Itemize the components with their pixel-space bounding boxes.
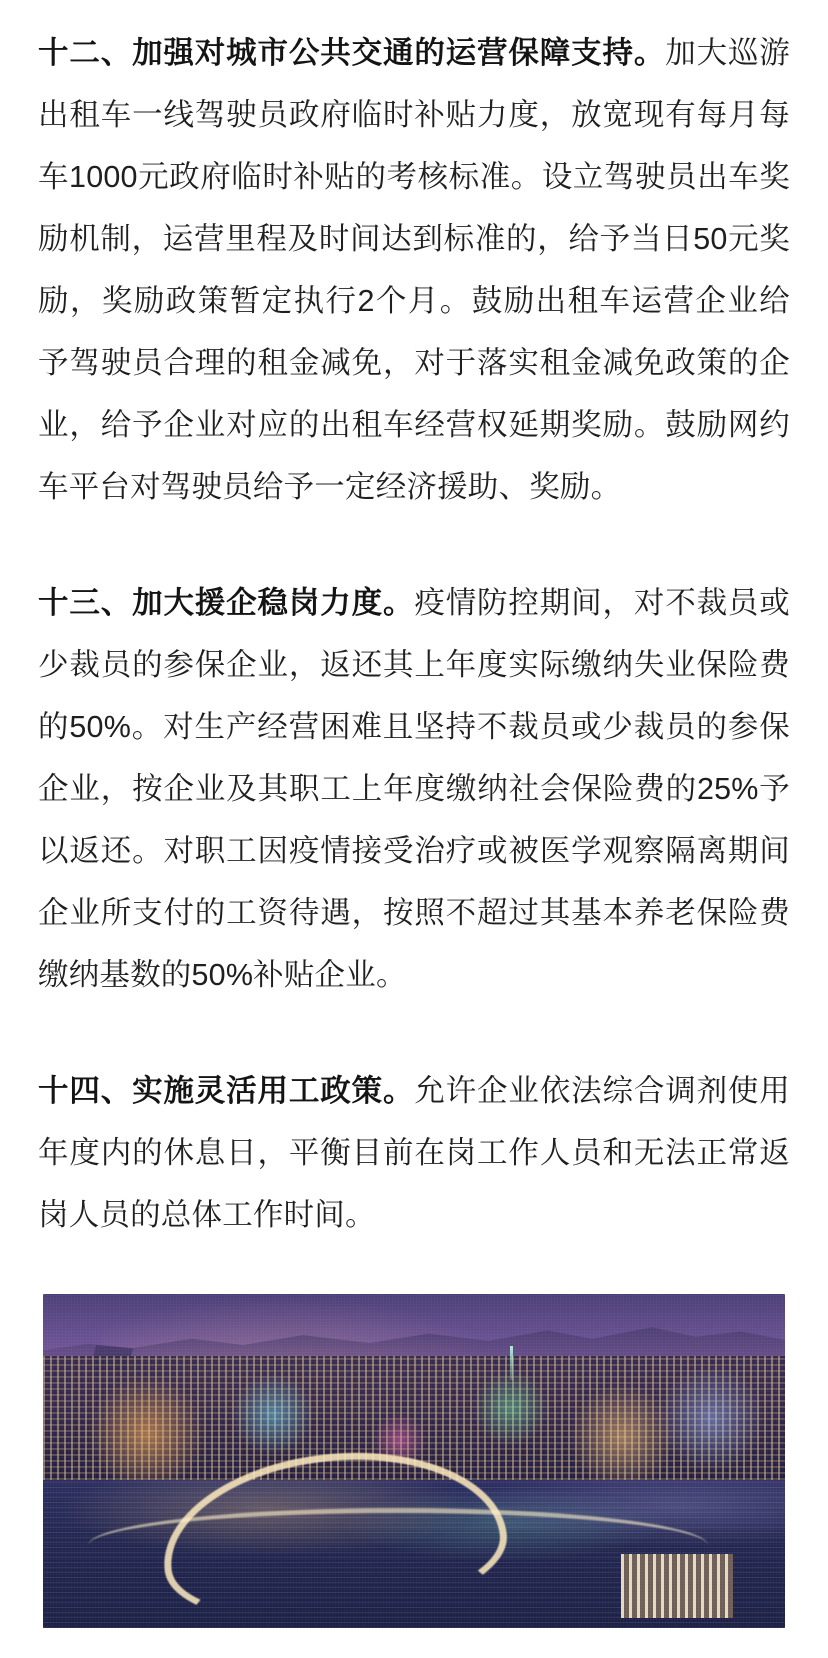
article-paragraph-13 xyxy=(38,572,790,1006)
paragraph-13-lead: 十三、加大援企稳岗力度。 xyxy=(38,586,415,620)
paragraph-13-body: 疫情防控期间，对不裁员或少裁员的参保企业，返还其上年度实际缴纳失业保险费的50%。对生产经营困难且坚持不裁员或少裁员的参保企业，按企业及其职工上年度缴纳社会保险费的25%予以返还。对职工因疫情接受治疗或被医学观察隔离期间企业所支付的工资待遇，按照不超过其基本养老保险费缴纳基数的50%补贴企业。 xyxy=(38,586,790,992)
shoreline-road-lights xyxy=(88,1508,708,1583)
paragraph-12-lead: 十二、加强对城市公共交通的运营保障支持。 xyxy=(38,36,666,70)
article-paragraph-14 xyxy=(38,1060,790,1246)
article-figure xyxy=(38,1294,790,1628)
paragraph-14-lead: 十四、实施灵活用工政策。 xyxy=(38,1074,415,1108)
article-paragraph-12 xyxy=(38,22,790,518)
paragraph-12-body: 加大巡游出租车一线驾驶员政府临时补贴力度，放宽现有每月每车1000元政府临时补贴的考核标准。设立驾驶员出车奖励机制，运营里程及时间达到标准的，给予当日50元奖励，奖励政策暂定执行2个月。鼓励出租车运营企业给予驾驶员合理的租金减免，对于落实租金减免政策的企业，给予企业对应的出租车经营权延期奖励。鼓励网约车平台对驾驶员给予一定经济援助、奖励。 xyxy=(38,36,790,504)
paragraph-14-body: 允许企业依法综合调剂使用年度内的休息日，平衡目前在岗工作人员和无法正常返岗人员的总体工作时间。 xyxy=(38,1074,790,1232)
foreground-lit-building xyxy=(621,1554,733,1618)
radio-tower xyxy=(510,1346,513,1380)
city-night-skyline-photo xyxy=(43,1294,785,1628)
